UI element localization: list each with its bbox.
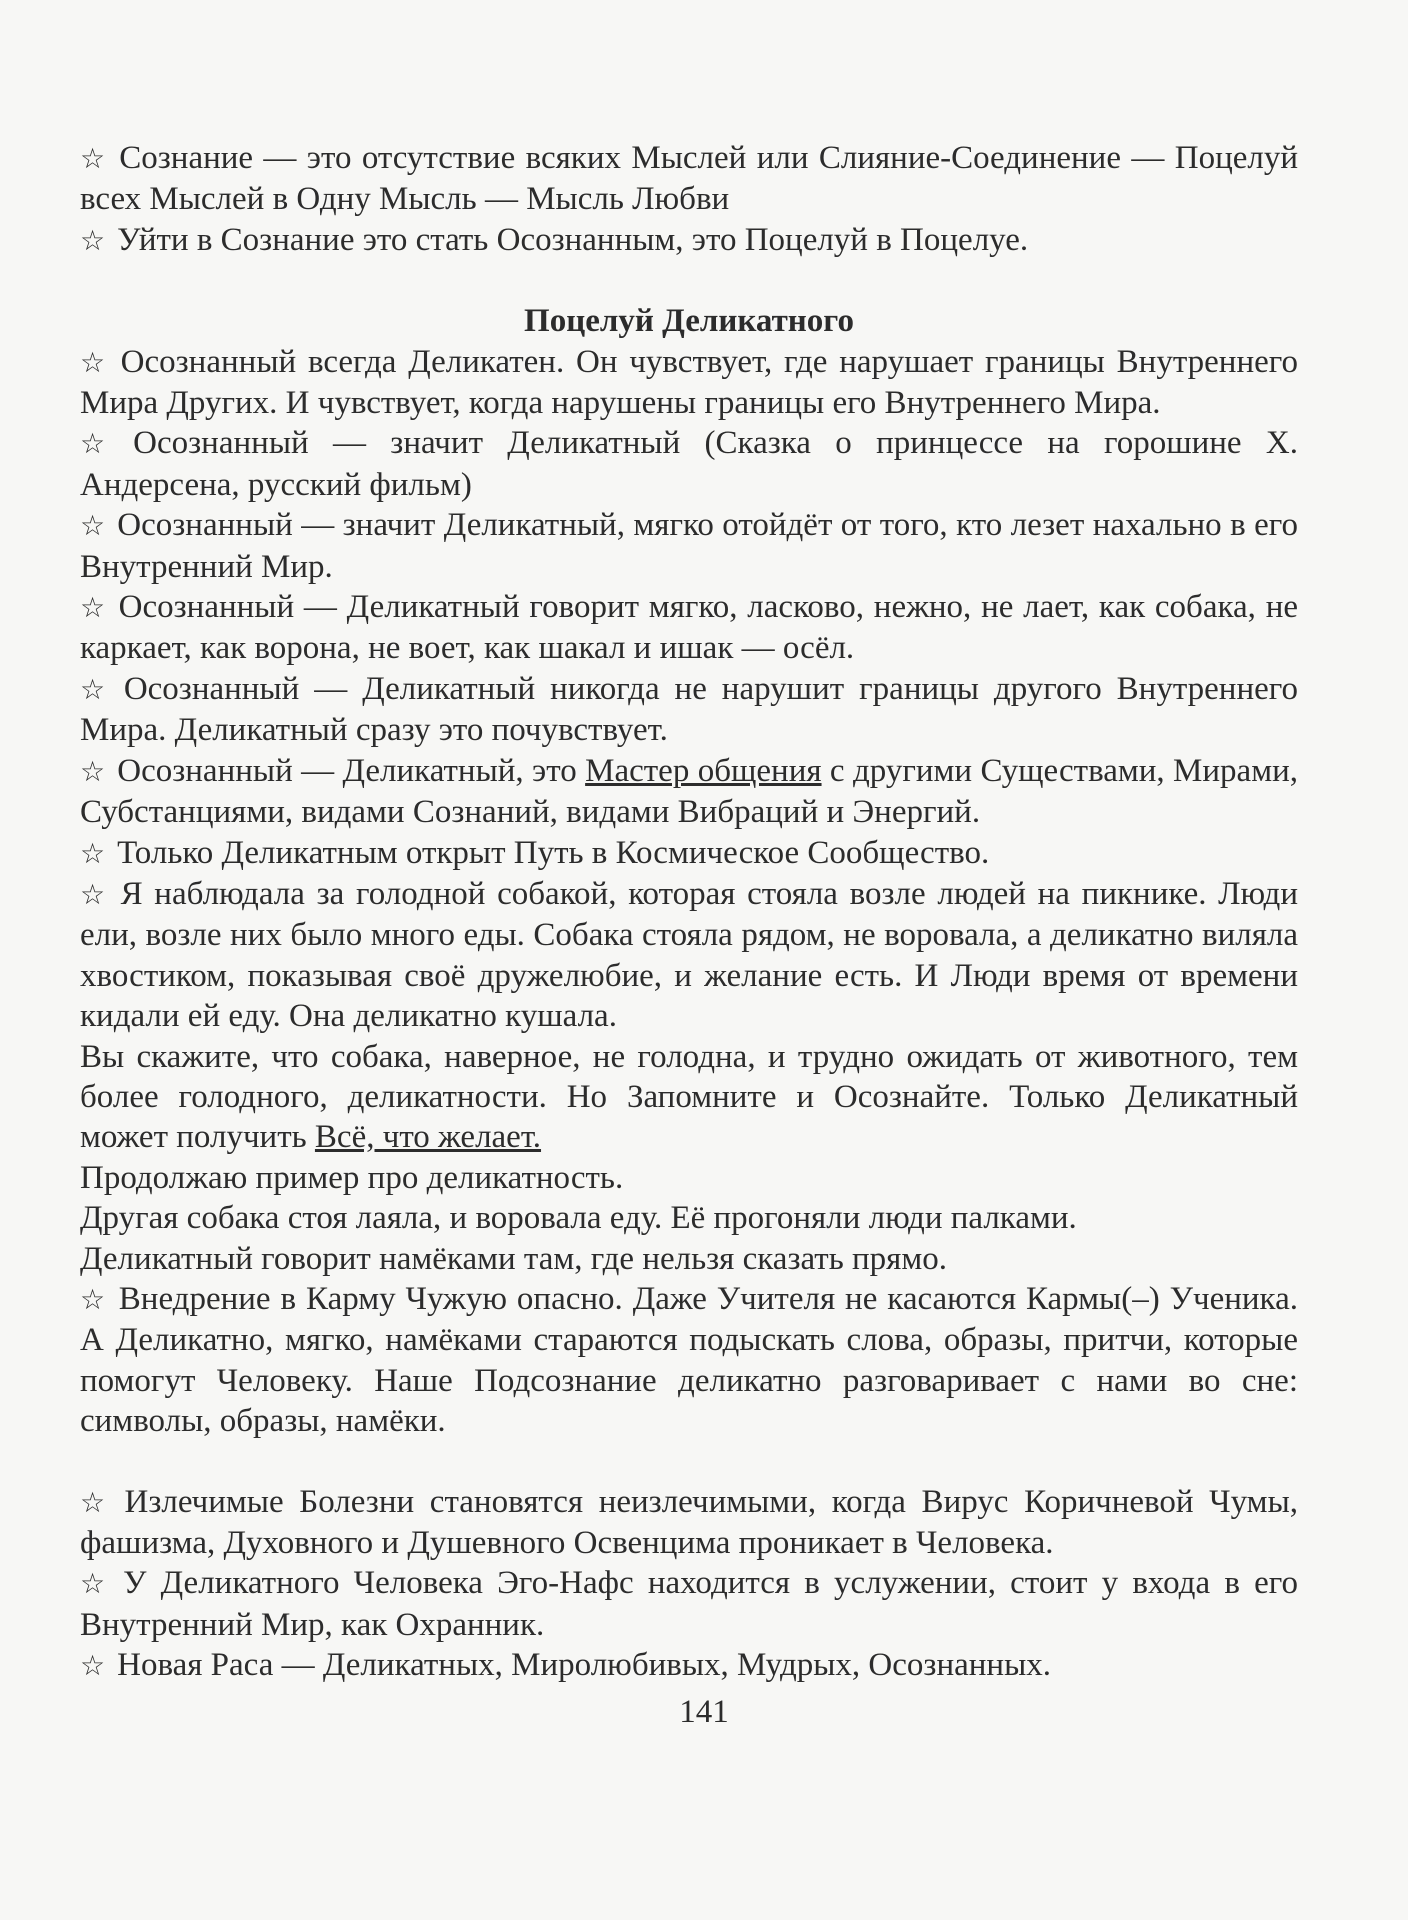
star-icon: ☆ — [80, 427, 122, 461]
paragraph: Другая собака стоя лаяла, и воровала еду. Её прогоняли люди палками. — [80, 1200, 1077, 1237]
star-icon: ☆ — [80, 754, 106, 788]
paragraph-text: У Деликатного Человека Эго-Нафс находится в услужении, стоит у входа в его Внутренний Мир, как Охранник. — [80, 1565, 1298, 1643]
paragraph — [80, 342, 1298, 424]
paragraph-text: Осознанный — Деликатный, это — [117, 752, 586, 789]
spacer — [80, 1442, 1298, 1482]
star-icon: ☆ — [80, 1649, 106, 1683]
underlined-phrase: Всё, что желает. — [314, 1119, 542, 1156]
paragraph — [80, 1563, 1298, 1645]
page-number: 141 — [679, 1694, 729, 1730]
paragraph — [80, 669, 1298, 751]
paragraph-text: Осознанный — Деликатный никогда не нарушит границы другого Внутреннего Мира. Деликатный сразу это почувствует. — [80, 670, 1298, 749]
paragraph — [80, 833, 1298, 874]
paragraph — [80, 138, 1298, 220]
star-icon: ☆ — [80, 1485, 113, 1519]
paragraph-text: Излечимые Болезни становятся неизлечимыми, когда Вирус Коричневой Чумы, фашизма, Духовного и Душевного Освенцима проникает в Человека. — [80, 1483, 1298, 1561]
paragraph — [80, 1645, 1298, 1686]
paragraph: Продолжаю пример про деликатность. — [80, 1159, 624, 1196]
paragraph-text: Внедрение в Карму Чужую опасно. Даже Учителя не касаются Кармы(–) Ученика. А Деликатно, мягко, намёками стараются подыскать слова, образы, притчи, которые помогут Человеку. Наше Подсознание деликатно разговаривает с нами во сне: символы, образы, намёки. — [80, 1280, 1298, 1440]
star-icon: ☆ — [80, 223, 106, 257]
paragraph — [80, 220, 1298, 261]
paragraph-text: Осознанный — значит Деликатный, мягко отойдёт от того, кто лезет нахально в его Внутренний Мир. — [80, 507, 1298, 585]
paragraph — [80, 505, 1298, 587]
underlined-phrase: Мастер общения — [585, 752, 822, 789]
star-icon: ☆ — [80, 509, 106, 543]
star-icon: ☆ — [80, 1282, 107, 1316]
star-icon: ☆ — [80, 672, 112, 706]
star-icon: ☆ — [80, 836, 106, 870]
paragraph — [80, 1482, 1298, 1564]
page-body — [80, 138, 1298, 1687]
paragraph-text: Уйти в Сознание это стать Осознанным, это Поцелуй в Поцелуе. — [117, 221, 1029, 258]
section-heading: Поцелуй Деликатного — [524, 303, 854, 340]
paragraph — [80, 1279, 1298, 1442]
paragraph-text: Новая Раса — Деликатных, Миролюбивых, Мудрых, Осознанных. — [117, 1647, 1051, 1684]
paragraph — [80, 751, 1298, 833]
paragraph: Деликатный говорит намёками там, где нельзя сказать прямо. — [80, 1240, 947, 1277]
star-icon: ☆ — [80, 1567, 112, 1601]
paragraph-text: Осознанный — Деликатный говорит мягко, ласково, нежно, не лает, как собака, не каркает, как ворона, не воет, как шакал и ишак — осёл. — [80, 589, 1298, 667]
paragraph-text: Только Деликатным открыт Путь в Космическое Сообщество. — [117, 834, 990, 871]
star-icon: ☆ — [80, 877, 109, 911]
paragraph-text: с другими Существами, Мирами, Субстанциями, видами Сознаний, видами Вибраций и Энергий. — [80, 752, 1298, 831]
star-icon: ☆ — [80, 345, 109, 379]
star-icon: ☆ — [80, 591, 107, 625]
paragraph — [80, 874, 1298, 1037]
paragraph-text: Осознанный всегда Деликатен. Он чувствует, где нарушает границы Внутреннего Мира Других. И чувствует, когда нарушены границы его Внутреннего Мира. — [80, 343, 1298, 422]
paragraph-text: Осознанный — значит Деликатный (Сказка о принцессе на горошине Х. Андерсена, русский фильм) — [80, 425, 1298, 503]
paragraph — [80, 587, 1298, 669]
paragraph-text: Сознание — это отсутствие всяких Мыслей или Слияние-Соединение — Поцелуй всех Мыслей в Одну Мысль — Мысль Любви — [80, 140, 1298, 218]
paragraph-text: Вы скажите, что собака, наверное, не голодна, и трудно ожидать от животного, тем более голодного, деликатности. Но Запомните и Осознайте. Только Деликатный может получить — [80, 1038, 1298, 1156]
paragraph-text: Я наблюдала за голодной собакой, которая стояла возле людей на пикнике. Люди ели, возле них было много еды. Собака стояла рядом, не воровала, а деликатно виляла хвостиком, показывая своё дружелюбие, и желание есть. И Люди время от времени кидали ей еду. Она деликатно кушала. — [80, 875, 1298, 1035]
paragraph — [80, 1037, 1298, 1158]
star-icon: ☆ — [80, 142, 108, 175]
paragraph — [80, 423, 1298, 505]
